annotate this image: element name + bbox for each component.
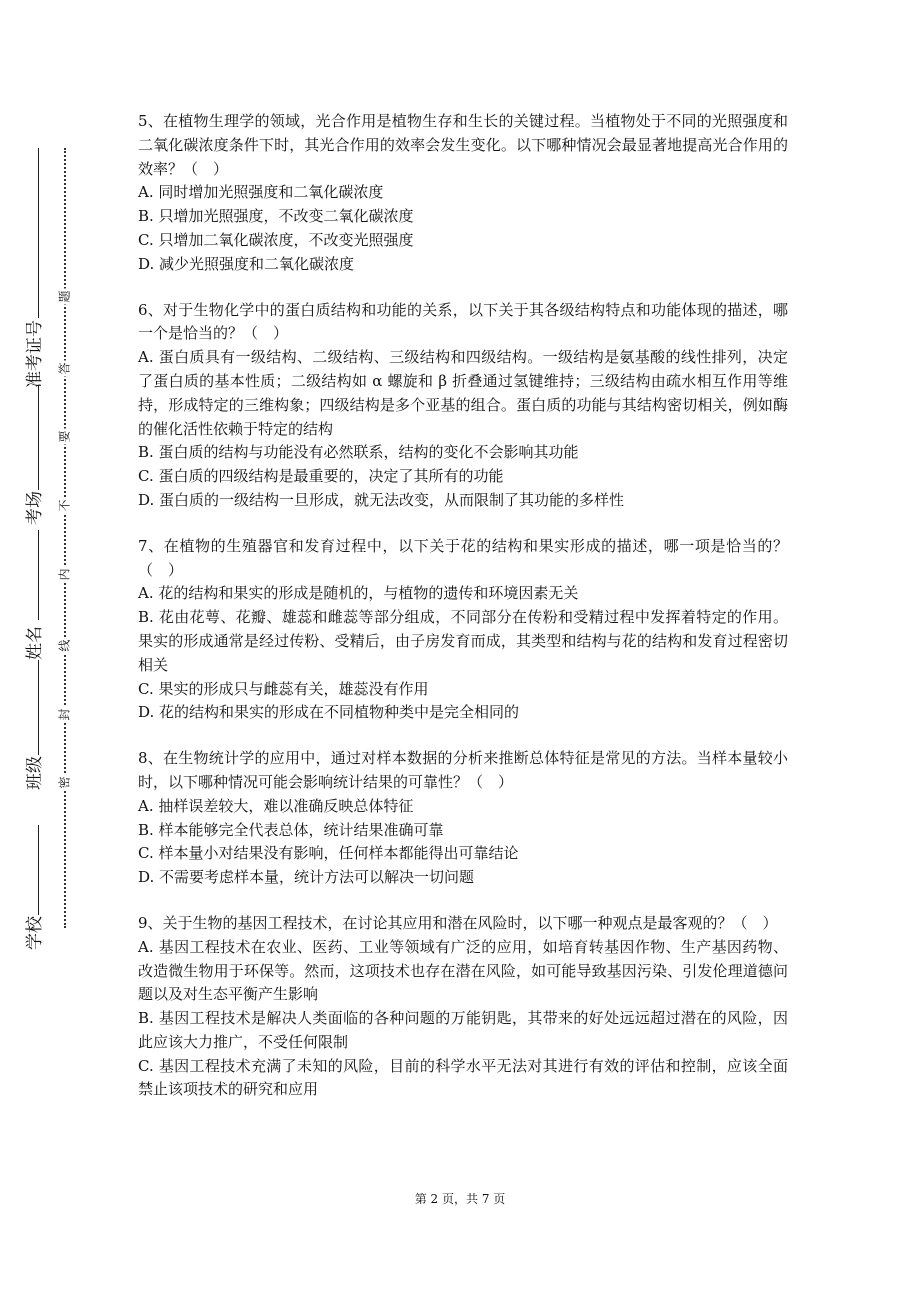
seal-char-nei: 内 [57,568,72,581]
label-name: 姓名 [25,626,45,660]
seal-char-yao: 要 [57,430,72,443]
label-exam-room: 考场 [25,491,45,525]
option-a: A. 同时增加光照强度和二氧化碳浓度 [138,183,384,202]
seal-char-feng: 封 [57,708,72,721]
question-5 [138,110,788,277]
option-c: C. 只增加二氧化碳浓度，不改变光照强度 [138,230,414,249]
option-d: D. 花的结构和果实的形成在不同植物种类中是完全相同的 [138,703,520,722]
option-c: C. 蛋白质的四级结构是最重要的，决定了其所有的功能 [138,467,504,486]
option-b: B. 花由花萼、花瓣、雄蕊和雌蕊等部分组成，不同部分在传粉和受精过程中发挥着特定的作用。果实的形成通常是经过传粉、受精后，由子房发育而成，其类型和结构与花的结构和发育过程密切相关 [138,608,788,674]
question-stem: 7、在植物的生殖器官和发育过程中，以下关于花的结构和果实形成的描述，哪一项是恰当的？（ ） [138,536,788,579]
option-a: A. 基因工程技术在农业、医药、工业等领域有广泛的应用，如培育转基因作物、生产基因药物、改造微生物用于环保等。然而，这项技术也存在潜在风险，如可能导致基因污染、引发伦理道德问题以及对生态平衡产生影响 [138,937,788,1004]
question-6 [138,299,788,513]
option-b: B. 蛋白质的结构与功能没有必然联系，结构的变化不会影响其功能 [138,443,579,462]
option-d: D. 蛋白质的一级结构一旦形成，就无法改变，从而限制了其功能的多样性 [138,490,625,509]
seal-char-ti: 题 [57,290,72,303]
question-stem: 8、在生物统计学的应用中，通过对样本数据的分析来推断总体特征是常见的方法。当样本量较小时，以下哪种情况可能会影响统计结果的可靠性？（ ） [138,749,788,791]
option-c: C. 果实的形成只与雌蕊有关，雄蕊没有作用 [138,679,429,698]
question-stem: 9、关于生物的基因工程技术，在讨论其应用和潜在风险时，以下哪一种观点是最客观的？（ ） [138,913,778,932]
option-b: B. 样本能够完全代表总体，统计结果准确可靠 [138,820,444,839]
question-stem: 5、在植物生理学的领域，光合作用是植物生存和生长的关键过程。当植物处于不同的光照强度和二氧化碳浓度条件下时，其光合作用的效率会发生变化。以下哪种情况会最显著地提高光合作用的效率？（ ） [138,112,788,178]
line-class [38,660,39,755]
option-a: A. 抽样误差较大，难以准确反映总体特征 [138,796,414,815]
option-b: B. 基因工程技术是解决人类面临的各种问题的万能钥匙，其带来的好处远远超过潜在的风险，因此应该大力推广，不受任何限制 [138,1009,788,1051]
option-c: C. 样本量小对结果没有影响，任何样本都能得出可靠结论 [138,844,519,863]
binding-margin [0,0,100,1302]
line-exam-room [38,385,39,490]
seal-char-mi: 密 [57,776,72,789]
option-c: C. 基因工程技术充满了未知的风险，目前的科学水平无法对其进行有效的评估和控制，应该全面禁止该项技术的研究和应用 [138,1056,788,1099]
line-name [38,530,39,620]
option-d: D. 减少光照强度和二氧化碳浓度 [138,254,355,273]
seal-dotted-line [64,148,66,928]
option-b: B. 只增加光照强度，不改变二氧化碳浓度 [138,207,414,226]
question-8 [138,747,788,890]
option-a: A. 蛋白质具有一级结构、二级结构、三级结构和四级结构。一级结构是氨基酸的线性排列，决定了蛋白质的基本性质；二级结构如 α 螺旋和 β 折叠通过氢键维持；三级结构由疏水相互作用等维持，形成特定的三维构象；四级结构是多个亚基的组合。蛋白质的功能与其结构密切相关，例如酶的催化活性依赖于特定的结构 [138,348,788,438]
label-ticket-number: 准考证号 [25,320,45,388]
page-footer: 第 2 页，共 7 页 [414,1192,506,1206]
label-class: 班级 [25,756,45,790]
option-a: A. 花的结构和果实的形成是随机的，与植物的遗传和环境因素无关 [138,584,579,603]
label-school: 学校 [25,916,45,950]
seal-char-da: 答 [57,362,72,375]
option-d: D. 不需要考虑样本量，统计方法可以解决一切问题 [138,868,475,887]
seal-char-xian: 线 [57,639,72,652]
line-ticket-number [38,148,39,318]
question-list [138,110,788,1124]
question-stem: 6、对于生物化学中的蛋白质结构和功能的关系，以下关于其各级结构特点和功能体现的描述，哪一个是恰当的？（ ） [138,300,788,343]
question-7 [138,535,788,725]
line-school [38,825,39,915]
question-9 [138,912,788,1102]
seal-char-bu: 不 [57,499,72,512]
